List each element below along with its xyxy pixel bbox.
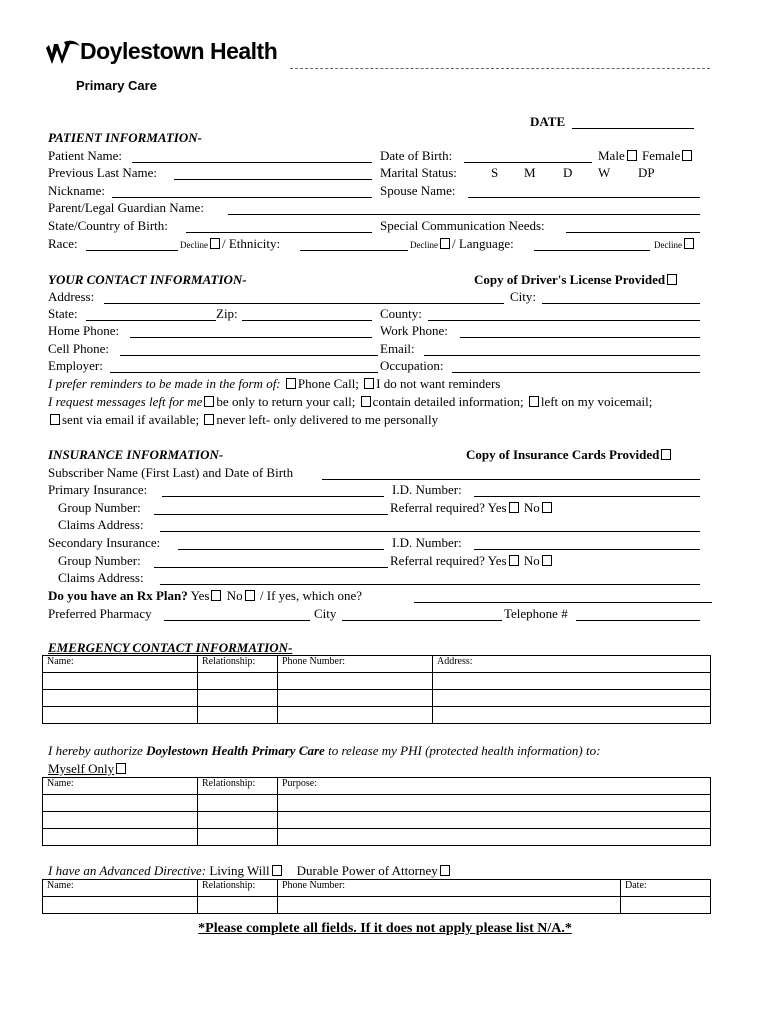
- state-country-label: State/Country of Birth:: [48, 218, 168, 233]
- primary-id-label: I.D. Number:: [392, 482, 462, 497]
- primary-referral-label: Referral required? Yes: [390, 500, 507, 515]
- emergency-col-address: Address:: [433, 656, 711, 673]
- county-field[interactable]: [428, 320, 700, 321]
- msg-return-label: be only to return your call;: [216, 394, 356, 409]
- myself-only: [48, 761, 128, 776]
- county-label: County:: [380, 306, 422, 321]
- auth-suffix: to release my PHI (protected health information) to:: [328, 743, 601, 758]
- marital-d[interactable]: D: [563, 165, 573, 180]
- language-label: / Language:: [451, 236, 514, 251]
- secondary-id-field[interactable]: [474, 549, 700, 550]
- contact-info-title: YOUR CONTACT INFORMATION-: [48, 272, 247, 287]
- primary-label: Primary Insurance:: [48, 482, 148, 497]
- rx-no-checkbox[interactable]: [245, 590, 255, 601]
- poa-checkbox[interactable]: [440, 865, 450, 876]
- date-field[interactable]: [572, 128, 694, 129]
- city-field[interactable]: [542, 303, 700, 304]
- primary-referral: [390, 500, 554, 515]
- marital-w[interactable]: W: [598, 165, 611, 180]
- primary-claims-field[interactable]: [160, 531, 700, 532]
- table-row: [43, 707, 711, 724]
- state-country-field[interactable]: [186, 232, 372, 233]
- marital-s[interactable]: S: [491, 165, 499, 180]
- auth-col-relationship: Relationship:: [198, 778, 278, 795]
- subscriber-field[interactable]: [322, 479, 700, 480]
- directive-header-row: [43, 880, 711, 897]
- myself-checkbox[interactable]: [116, 763, 126, 774]
- zip-label: Zip:: [216, 306, 238, 321]
- race-decline: [180, 236, 280, 253]
- ethnicity-decline-checkbox[interactable]: [440, 238, 450, 249]
- pharmacy-city-field[interactable]: [342, 620, 502, 621]
- authorization-header-row: [43, 778, 711, 795]
- language-field[interactable]: [534, 250, 650, 251]
- header-divider: [290, 68, 710, 69]
- cell-phone-field[interactable]: [120, 355, 378, 356]
- race-decline-checkbox[interactable]: [210, 238, 220, 249]
- secondary-referral-label: Referral required? Yes: [390, 553, 507, 568]
- directive-col-relationship: Relationship:: [198, 880, 278, 897]
- emergency-cell[interactable]: [278, 690, 433, 707]
- email-field[interactable]: [424, 355, 700, 356]
- primary-referral-no-label: No: [523, 500, 540, 515]
- auth-col-name: Name:: [43, 778, 198, 795]
- ethnicity-decline: [410, 236, 514, 253]
- primary-id-field[interactable]: [474, 496, 700, 497]
- state-label: State:: [48, 306, 78, 321]
- special-needs-label: Special Communication Needs:: [380, 218, 545, 233]
- male-label: Male: [598, 148, 625, 163]
- race-label: Race:: [48, 236, 78, 251]
- license-provided: [474, 272, 679, 287]
- emergency-cell[interactable]: [433, 673, 711, 690]
- reminders-prefix: I prefer reminders to be made in the form of:: [48, 376, 281, 391]
- insurance-title: INSURANCE INFORMATION-: [48, 447, 224, 462]
- cards-label: Copy of Insurance Cards Provided: [466, 447, 660, 462]
- msg-email-checkbox[interactable]: [50, 414, 60, 425]
- dob-field[interactable]: [464, 162, 592, 163]
- guardian-label: Parent/Legal Guardian Name:: [48, 200, 204, 215]
- secondary-referral-no-label: No: [523, 553, 540, 568]
- primary-claims-label: Claims Address:: [58, 517, 144, 532]
- table-row: [43, 690, 711, 707]
- work-phone-label: Work Phone:: [380, 323, 448, 338]
- directive-cell[interactable]: [43, 897, 198, 914]
- marital-m[interactable]: M: [524, 165, 536, 180]
- rx-no-label: No: [226, 588, 243, 603]
- secondary-referral: [390, 553, 554, 568]
- directive-cell[interactable]: [198, 897, 278, 914]
- rx-if-yes-label: / If yes, which one?: [259, 588, 363, 603]
- rx-yes-checkbox[interactable]: [211, 590, 221, 601]
- city-label: City:: [510, 289, 537, 304]
- messages-line-2: [48, 412, 438, 427]
- language-decline-checkbox[interactable]: [684, 238, 694, 249]
- secondary-referral-yes[interactable]: [509, 555, 519, 566]
- patient-info-title: PATIENT INFORMATION-: [48, 130, 202, 145]
- guardian-field[interactable]: [228, 214, 700, 215]
- messages-prefix: I request messages left for me: [48, 394, 203, 409]
- table-row: [43, 812, 711, 829]
- directive-cell[interactable]: [621, 897, 711, 914]
- rx-plan-label: Do you have an Rx Plan?: [48, 588, 188, 603]
- directive-line: [48, 863, 452, 878]
- secondary-claims-label: Claims Address:: [58, 570, 144, 585]
- emergency-cell[interactable]: [198, 690, 278, 707]
- emergency-cell[interactable]: [278, 707, 433, 724]
- table-row: [43, 673, 711, 690]
- reminders-line: [48, 376, 500, 391]
- table-row: [43, 795, 711, 812]
- emergency-col-relationship: Relationship:: [198, 656, 278, 673]
- secondary-referral-no[interactable]: [542, 555, 552, 566]
- sex-options: [598, 148, 694, 163]
- directive-cell[interactable]: [278, 897, 621, 914]
- emergency-header-row: [43, 656, 711, 673]
- emergency-cell[interactable]: [433, 690, 711, 707]
- male-checkbox[interactable]: [627, 150, 637, 161]
- reminder-none-label: I do not want reminders: [376, 376, 501, 391]
- auth-cell[interactable]: [43, 795, 198, 812]
- pharmacy-city-label: City: [314, 606, 337, 621]
- directive-table: [42, 879, 711, 914]
- table-row: [43, 829, 711, 846]
- pharmacy-telephone-label: Telephone #: [504, 606, 568, 621]
- date-label: DATE: [530, 114, 566, 129]
- primary-referral-yes[interactable]: [509, 502, 519, 513]
- emergency-title: EMERGENCY CONTACT INFORMATION-: [48, 640, 293, 655]
- work-phone-field[interactable]: [460, 337, 700, 338]
- footer-note: *Please complete all fields. If it does not apply please list N/A.*: [198, 921, 572, 936]
- nickname-field[interactable]: [112, 197, 372, 198]
- secondary-group-label: Group Number:: [58, 553, 141, 568]
- pharmacy-field[interactable]: [164, 620, 310, 621]
- table-row: [43, 897, 711, 914]
- primary-group-field[interactable]: [154, 514, 388, 515]
- license-label: Copy of Driver's License Provided: [474, 272, 666, 287]
- directive-col-phone: Phone Number:: [278, 880, 621, 897]
- secondary-group-field[interactable]: [154, 567, 388, 568]
- emergency-cell[interactable]: [43, 673, 198, 690]
- msg-voicemail-checkbox[interactable]: [529, 396, 539, 407]
- rx-yes-label: Yes: [190, 588, 210, 603]
- home-phone-label: Home Phone:: [48, 323, 120, 338]
- address-field[interactable]: [104, 303, 504, 304]
- primary-field[interactable]: [162, 496, 384, 497]
- pharmacy-telephone-field[interactable]: [576, 620, 700, 621]
- poa-label: Durable Power of Attorney: [296, 863, 438, 878]
- msg-return-checkbox[interactable]: [204, 396, 214, 407]
- nickname-label: Nickname:: [48, 183, 106, 198]
- race-decline-label: Decline: [180, 240, 208, 250]
- auth-cell[interactable]: [278, 829, 711, 846]
- rx-plan-field[interactable]: [414, 602, 712, 603]
- directive-col-date: Date:: [621, 880, 711, 897]
- license-checkbox[interactable]: [667, 274, 677, 285]
- auth-org: Doylestown Health Primary Care: [146, 743, 325, 758]
- female-checkbox[interactable]: [682, 150, 692, 161]
- previous-last-field[interactable]: [174, 179, 372, 180]
- emergency-col-name: Name:: [43, 656, 198, 673]
- brand-name: Doylestown Health: [80, 38, 278, 64]
- emergency-cell[interactable]: [198, 707, 278, 724]
- secondary-id-label: I.D. Number:: [392, 535, 462, 550]
- ethnicity-decline-label: Decline: [410, 240, 438, 250]
- primary-referral-no[interactable]: [542, 502, 552, 513]
- zip-field[interactable]: [242, 320, 372, 321]
- cards-provided: [466, 447, 673, 462]
- auth-cell[interactable]: [278, 795, 711, 812]
- auth-cell[interactable]: [198, 829, 278, 846]
- doylestown-logo-icon: [44, 40, 80, 66]
- auth-cell[interactable]: [43, 812, 198, 829]
- primary-group-label: Group Number:: [58, 500, 141, 515]
- msg-voicemail-label: left on my voicemail;: [540, 394, 653, 409]
- reminder-none-checkbox[interactable]: [364, 378, 374, 389]
- occupation-label: Occupation:: [380, 358, 444, 373]
- state-field[interactable]: [86, 320, 216, 321]
- address-label: Address:: [48, 289, 95, 304]
- emergency-cell[interactable]: [198, 673, 278, 690]
- language-decline: [654, 236, 696, 253]
- language-decline-label: Decline: [654, 240, 682, 250]
- directive-prefix: I have an Advanced Directive:: [48, 863, 207, 878]
- pharmacy-label: Preferred Pharmacy: [48, 606, 152, 621]
- emergency-cell[interactable]: [43, 690, 198, 707]
- reminder-phone-checkbox[interactable]: [286, 378, 296, 389]
- female-label: Female: [641, 148, 681, 163]
- emergency-cell[interactable]: [278, 673, 433, 690]
- auth-cell[interactable]: [43, 829, 198, 846]
- directive-col-name: Name:: [43, 880, 198, 897]
- patient-name-field[interactable]: [132, 162, 372, 163]
- msg-email-label: sent via email if available;: [62, 412, 200, 427]
- auth-cell[interactable]: [198, 795, 278, 812]
- employer-field[interactable]: [110, 372, 378, 373]
- race-field[interactable]: [86, 250, 178, 251]
- brand-subtitle: Primary Care: [76, 78, 157, 93]
- emergency-col-phone: Phone Number:: [278, 656, 433, 673]
- occupation-field[interactable]: [452, 372, 700, 373]
- email-label: Email:: [380, 341, 415, 356]
- living-will-label: Living Will: [209, 863, 270, 878]
- messages-line: [48, 394, 652, 409]
- emergency-cell[interactable]: [43, 707, 198, 724]
- home-phone-field[interactable]: [130, 337, 372, 338]
- living-will-checkbox[interactable]: [272, 865, 282, 876]
- employer-label: Employer:: [48, 358, 103, 373]
- msg-never-label: never left- only delivered to me personally: [216, 412, 439, 427]
- reminder-phone-label: Phone Call;: [297, 376, 359, 391]
- marital-label: Marital Status:: [380, 165, 457, 180]
- authorization-text: [48, 743, 600, 758]
- ethnicity-field[interactable]: [300, 250, 408, 251]
- myself-label: Myself Only: [48, 761, 115, 776]
- auth-col-purpose: Purpose:: [278, 778, 711, 795]
- emergency-table: [42, 655, 711, 724]
- msg-detail-label: contain detailed information;: [372, 394, 524, 409]
- dob-label: Date of Birth:: [380, 148, 453, 163]
- secondary-label: Secondary Insurance:: [48, 535, 161, 550]
- rx-plan-line: [48, 588, 362, 603]
- secondary-claims-field[interactable]: [160, 584, 700, 585]
- previous-last-label: Previous Last Name:: [48, 165, 158, 180]
- auth-prefix: I hereby authorize: [48, 743, 143, 758]
- msg-never-checkbox[interactable]: [204, 414, 214, 425]
- cards-checkbox[interactable]: [661, 449, 671, 460]
- spouse-field[interactable]: [468, 197, 700, 198]
- marital-dp[interactable]: DP: [638, 165, 655, 180]
- subscriber-label: Subscriber Name (First Last) and Date of Birth: [48, 465, 294, 480]
- spouse-label: Spouse Name:: [380, 183, 456, 198]
- patient-name-label: Patient Name:: [48, 148, 123, 163]
- special-needs-field[interactable]: [566, 232, 700, 233]
- auth-cell[interactable]: [198, 812, 278, 829]
- secondary-field[interactable]: [178, 549, 384, 550]
- cell-phone-label: Cell Phone:: [48, 341, 110, 356]
- authorization-table: [42, 777, 711, 846]
- ethnicity-label: / Ethnicity:: [221, 236, 281, 251]
- msg-detail-checkbox[interactable]: [361, 396, 371, 407]
- emergency-cell[interactable]: [433, 707, 711, 724]
- auth-cell[interactable]: [278, 812, 711, 829]
